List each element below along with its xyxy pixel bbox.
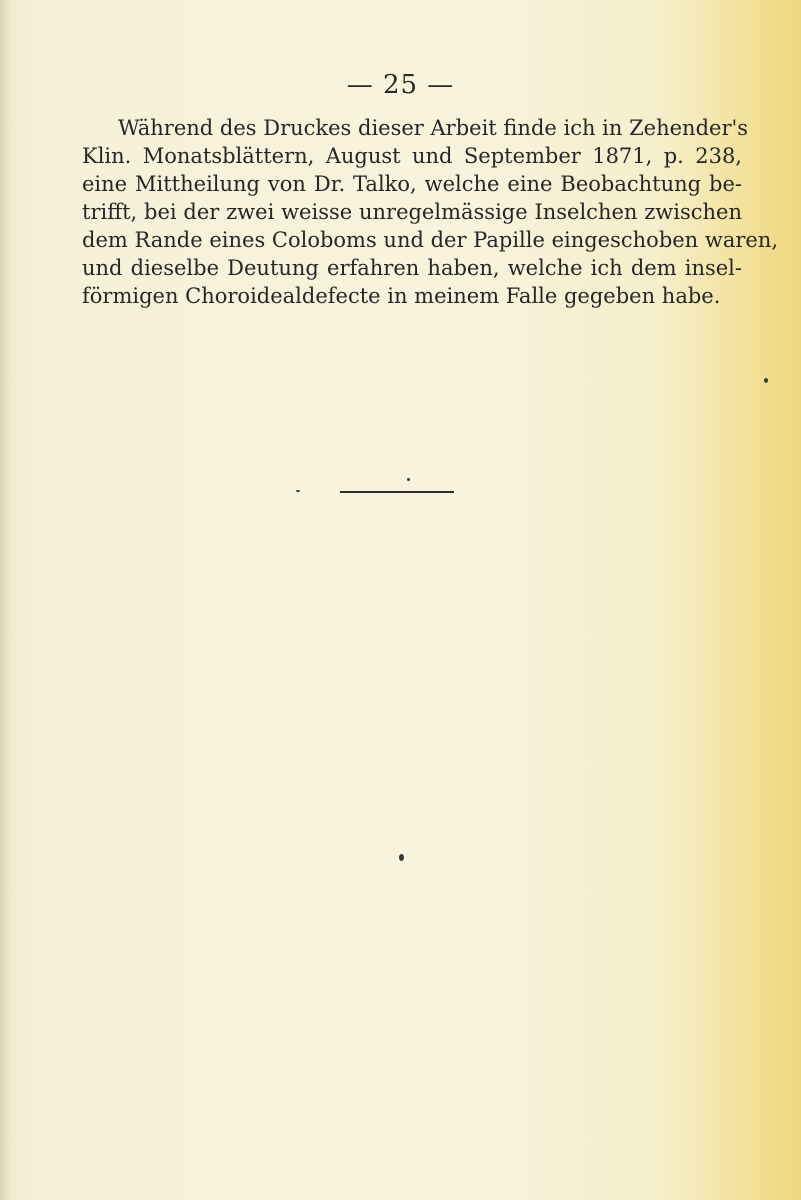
print-speck xyxy=(407,478,410,481)
text-line: Während des Druckes dieser Arbeit finde ich in Zehender's xyxy=(118,116,749,140)
print-speck xyxy=(399,854,404,861)
body-paragraph xyxy=(82,114,779,310)
text-line: trifft, bei der zwei weisse unregelmässige Inselchen zwischen xyxy=(82,200,742,224)
print-speck xyxy=(296,490,300,492)
print-speck xyxy=(764,378,768,383)
text-line: förmigen Choroidealdefecte in meinem Falle gegeben habe. xyxy=(82,284,721,308)
text-line: eine Mittheilung von Dr. Talko, welche eine Beobachtung be- xyxy=(82,172,742,196)
text-line: und dieselbe Deutung erfahren haben, welche ich dem insel- xyxy=(82,256,742,280)
page-number: — 25 — xyxy=(346,70,455,100)
text-line: dem Rande eines Coloboms und der Papille eingeschoben waren, xyxy=(82,228,779,252)
page-gutter-shadow xyxy=(0,0,10,1200)
section-end-rule xyxy=(340,491,454,493)
text-line: Klin. Monatsblättern, August und September 1871, p. 238, xyxy=(82,144,742,168)
